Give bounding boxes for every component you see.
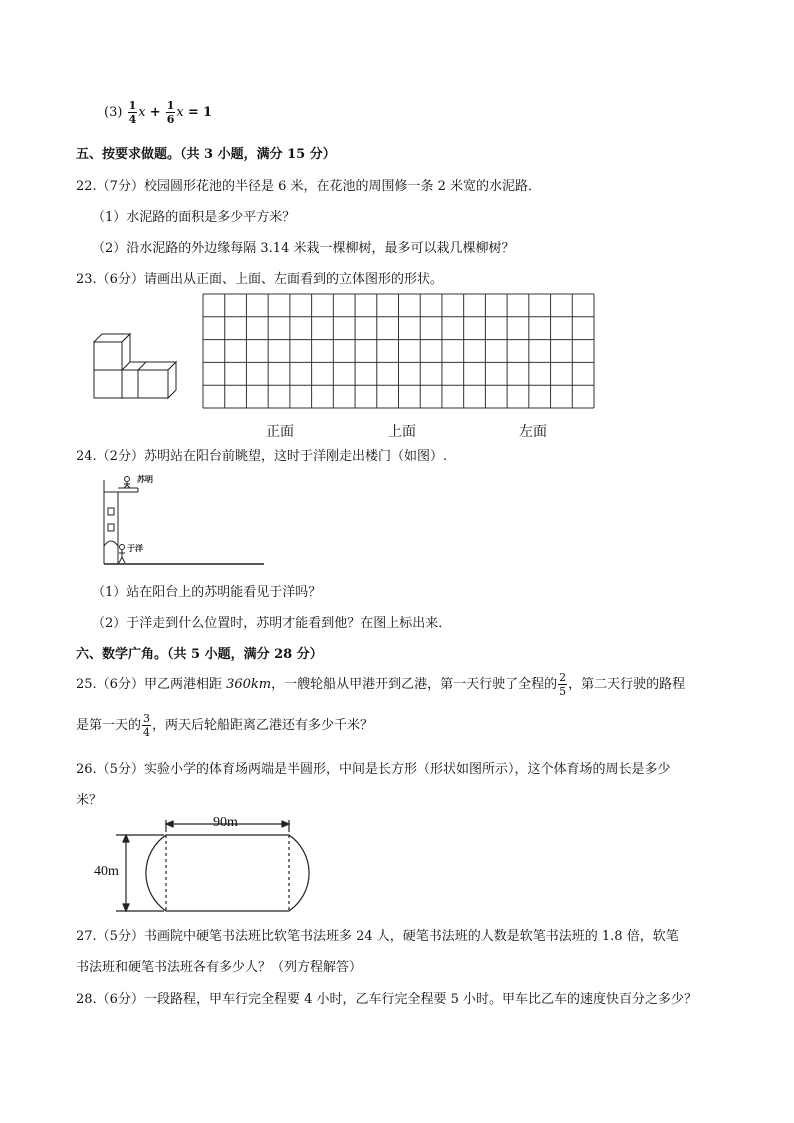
distance-value: 360km — [226, 677, 272, 692]
fraction-1-4: $\frac{1}{4}$ — [128, 99, 137, 126]
q25-line2: 是第一天的 $\frac{3}{4}$ ，两天后轮船距离乙港还有多少千米？ — [76, 712, 374, 739]
fraction-1-6: $\frac{1}{6}$ — [166, 99, 175, 126]
label-yu-yang: 于洋 — [127, 543, 143, 553]
width-label: 40m — [94, 864, 119, 879]
stadium-figure — [118, 818, 358, 918]
equation-3: (3) $\frac{1}{4}$ x + $\frac{1}{6}$ x = 1 — [104, 99, 212, 126]
q24-sub2: （2）于洋走到什么位置时，苏明才能看到他？在图上标出来． — [92, 616, 452, 631]
fraction-2-5: $\frac{2}{5}$ — [559, 671, 567, 698]
q24-sub1: （1）站在阳台上的苏明能看见于洋吗？ — [92, 585, 322, 600]
label-su-ming: 苏明 — [137, 474, 153, 484]
q23-stem: 23.（6分）请画出从正面、上面、左面看到的立体图形的形状。 — [76, 272, 443, 287]
q28-line1: 28.（6分）一段路程，甲车行完全程要 4 小时，乙车行完全程要 5 小时。甲车比乙车的速度快百分之多少？ — [76, 992, 698, 1007]
q25-line1: 25.（6分）甲乙两港相距 360km，一艘轮船从甲港开到乙港，第一天行驶了全程的 $\frac{2}{5}$ ，第二天行驶的路程 — [76, 671, 686, 698]
building-figure — [98, 474, 268, 566]
q27-line2: 书法班和硬笔书法班各有多少人？（列方程解答） — [76, 960, 363, 975]
q27-line1: 27.（5分）书画院中硬笔书法班比软笔书法班多 24 人，硬笔书法班的人数是软笔书法班的 1.8 倍，软笔 — [76, 929, 679, 944]
q22-sub1: （1）水泥路的面积是多少平方米？ — [92, 210, 296, 225]
section-5-title: 五、按要求做题。（共 3 小题，满分 15 分） — [76, 147, 336, 162]
label-top-view: 上面 — [388, 424, 416, 440]
label-front-view: 正面 — [266, 424, 294, 440]
cube-figure — [88, 326, 188, 398]
length-label: 90m — [213, 815, 238, 830]
drawing-grid[interactable] — [203, 294, 595, 409]
label-left-view: 左面 — [519, 424, 547, 440]
q26-line2: 米？ — [76, 793, 103, 808]
equation-number: (3) — [104, 105, 123, 120]
q26-line1: 26.（5分）实验小学的体育场两端是半圆形，中间是长方形（形状如图所示），这个体育场的周长是多少 — [76, 762, 671, 777]
q22-sub2: （2）沿水泥路的外边缘每隔 3.14 米栽一棵柳树，最多可以栽几棵柳树？ — [92, 241, 515, 256]
section-6-title: 六、数学广角。（共 5 小题，满分 28 分） — [76, 647, 323, 662]
q24-stem: 24.（2分）苏明站在阳台前眺望，这时于洋刚走出楼门（如图）. — [76, 449, 448, 464]
fraction-3-4: $\frac{3}{4}$ — [143, 712, 151, 739]
q22-stem: 22.（7分）校园圆形花池的半径是 6 米，在花池的周围修一条 2 米宽的水泥路． — [76, 179, 542, 194]
